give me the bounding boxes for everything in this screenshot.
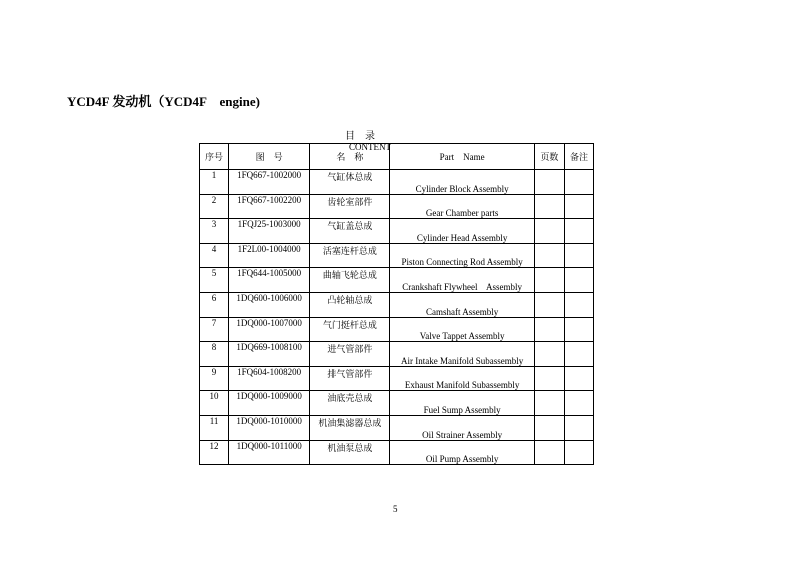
table-header-row [200, 144, 594, 170]
cell-seq: 2 [200, 194, 229, 219]
table-body [200, 170, 594, 465]
cell-figure-no: 1DQ000-1011000 [229, 440, 310, 465]
cell-remarks [564, 342, 593, 367]
cell-name-cn: 曲轴飞轮总成 [310, 268, 390, 293]
cell-pages [534, 415, 564, 440]
cell-name-cn: 机油集滤器总成 [310, 415, 390, 440]
cell-remarks [564, 194, 593, 219]
cell-part-name: Exhaust Manifold Subassembly [390, 366, 534, 391]
cell-remarks [564, 415, 593, 440]
cell-part-name: Valve Tappet Assembly [390, 317, 534, 342]
table-row [200, 415, 594, 440]
cell-pages [534, 243, 564, 268]
cell-name-cn: 油底壳总成 [310, 391, 390, 416]
cell-part-name: Crankshaft Flywheel Assembly [390, 268, 534, 293]
table-row [200, 440, 594, 465]
cell-part-name: Fuel Sump Assembly [390, 391, 534, 416]
table-row [200, 366, 594, 391]
cell-name-cn: 齿轮室部件 [310, 194, 390, 219]
cell-figure-no: 1FQ604-1008200 [229, 366, 310, 391]
cell-remarks [564, 170, 593, 195]
cell-pages [534, 268, 564, 293]
cell-seq: 7 [200, 317, 229, 342]
header-seq: 序号 [200, 144, 229, 170]
cell-seq: 3 [200, 219, 229, 244]
cell-figure-no: 1DQ000-1007000 [229, 317, 310, 342]
cell-figure-no: 1DQ600-1006000 [229, 292, 310, 317]
cell-part-name: Camshaft Assembly [390, 292, 534, 317]
cell-pages [534, 317, 564, 342]
cell-remarks [564, 440, 593, 465]
header-remarks: 备注 [564, 144, 593, 170]
document-title: YCD4F 发动机（YCD4F engine) [67, 94, 260, 109]
header-part-name: Part Name [390, 144, 534, 170]
cell-figure-no: 1FQJ25-1003000 [229, 219, 310, 244]
header-pages: 页数 [534, 144, 564, 170]
table-row [200, 391, 594, 416]
header-name-cn: 名 称 [310, 144, 390, 170]
header-figure-no: 图 号 [229, 144, 310, 170]
cell-seq: 11 [200, 415, 229, 440]
cell-pages [534, 391, 564, 416]
parts-table [199, 143, 594, 465]
cell-remarks [564, 391, 593, 416]
cell-name-cn: 气门挺杆总成 [310, 317, 390, 342]
cell-remarks [564, 317, 593, 342]
cell-remarks [564, 366, 593, 391]
cell-seq: 1 [200, 170, 229, 195]
cell-seq: 6 [200, 292, 229, 317]
cell-pages [534, 292, 564, 317]
cell-part-name: Cylinder Head Assembly [390, 219, 534, 244]
cell-pages [534, 342, 564, 367]
cell-name-cn: 气缸盖总成 [310, 219, 390, 244]
toc-heading-cn: 目 录 [345, 131, 375, 142]
cell-figure-no: 1DQ000-1009000 [229, 391, 310, 416]
cell-seq: 9 [200, 366, 229, 391]
cell-pages [534, 194, 564, 219]
cell-seq: 12 [200, 440, 229, 465]
cell-name-cn: 气缸体总成 [310, 170, 390, 195]
cell-remarks [564, 219, 593, 244]
cell-remarks [564, 243, 593, 268]
cell-pages [534, 366, 564, 391]
cell-seq: 5 [200, 268, 229, 293]
cell-name-cn: 凸轮轴总成 [310, 292, 390, 317]
cell-figure-no: 1F2L00-1004000 [229, 243, 310, 268]
table-row [200, 219, 594, 244]
cell-seq: 10 [200, 391, 229, 416]
cell-figure-no: 1FQ667-1002000 [229, 170, 310, 195]
cell-figure-no: 1FQ644-1005000 [229, 268, 310, 293]
table-row [200, 194, 594, 219]
cell-part-name: Air Intake Manifold Subassembly [390, 342, 534, 367]
cell-name-cn: 排气管部件 [310, 366, 390, 391]
cell-remarks [564, 268, 593, 293]
cell-part-name: Cylinder Block Assembly [390, 170, 534, 195]
table-row [200, 317, 594, 342]
cell-figure-no: 1DQ000-1010000 [229, 415, 310, 440]
table-row [200, 342, 594, 367]
table-row [200, 268, 594, 293]
cell-part-name: Oil Pump Assembly [390, 440, 534, 465]
cell-name-cn: 进气管部件 [310, 342, 390, 367]
cell-pages [534, 170, 564, 195]
toc-heading-en: CONTENT [349, 142, 391, 152]
table-row [200, 292, 594, 317]
cell-figure-no: 1FQ667-1002200 [229, 194, 310, 219]
cell-pages [534, 440, 564, 465]
cell-part-name: Oil Strainer Assembly [390, 415, 534, 440]
cell-seq: 4 [200, 243, 229, 268]
cell-remarks [564, 292, 593, 317]
cell-figure-no: 1DQ669-1008100 [229, 342, 310, 367]
table-row [200, 243, 594, 268]
cell-part-name: Gear Chamber parts [390, 194, 534, 219]
cell-part-name: Piston Connecting Rod Assembly [390, 243, 534, 268]
cell-name-cn: 机油泵总成 [310, 440, 390, 465]
table-row [200, 170, 594, 195]
cell-pages [534, 219, 564, 244]
cell-name-cn: 活塞连杆总成 [310, 243, 390, 268]
page-number: 5 [393, 504, 398, 514]
cell-seq: 8 [200, 342, 229, 367]
